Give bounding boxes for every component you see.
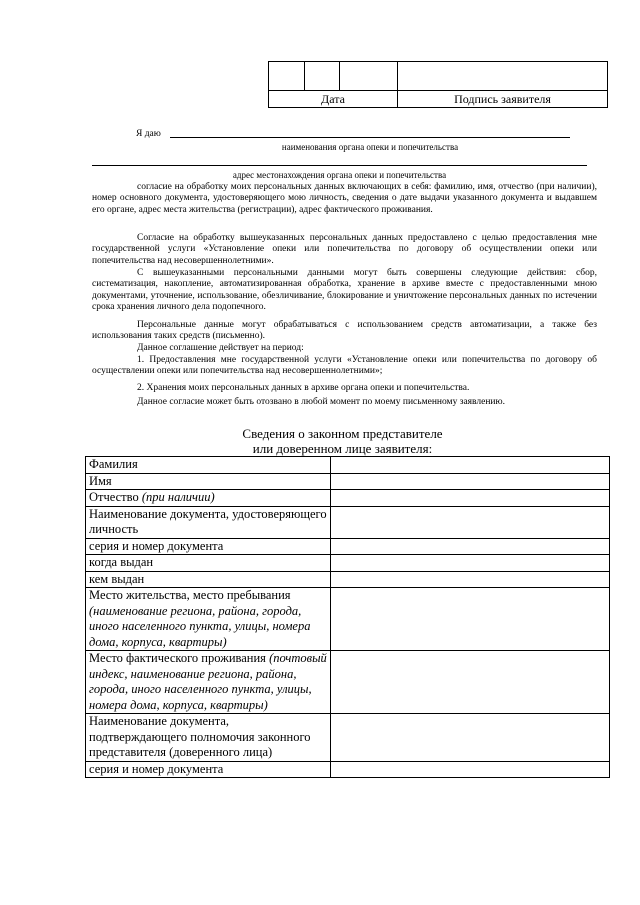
date-year-cell[interactable]: [340, 62, 398, 91]
authority-doc-label: Наименование документа, подтверждающего полномочия законного представителя (доверенного лица): [86, 714, 331, 762]
consent-paragraph-6: 1. Предоставления мне государственной услуги «Установление опеки или попечительства по договору об осуществлении опеки или попечительства над несовершеннолетними»;: [92, 355, 597, 377]
table-row: [86, 506, 610, 538]
patronymic-value[interactable]: [331, 490, 610, 507]
doc-name-value[interactable]: [331, 506, 610, 538]
date-day-cell[interactable]: [269, 62, 305, 91]
consent-paragraph-3: С вышеуказанными персональными данными могут быть совершены следующие действия: сбор, систематизация, накопление, автоматизированная обработка, хранение в архиве вместе с предоставленными мною документами, уточнение, использование, обезличивание, блокирование и уничтожение персональных данных по истечении срока хранения личного дела подопечного.: [92, 268, 597, 312]
signature-date-table: [268, 61, 608, 108]
table-row: [86, 457, 610, 474]
residence-label-cell: [86, 588, 331, 651]
doc-date-value[interactable]: [331, 555, 610, 572]
authority-doc-value[interactable]: [331, 714, 610, 762]
representative-title-line-1: Сведения о законном представителе: [242, 426, 443, 441]
actual-residence-label-cell: [86, 651, 331, 714]
doc-name-label: Наименование документа, удостоверяющего личность: [86, 506, 331, 538]
representative-title-line-2: или доверенном лице заявителя:: [252, 441, 433, 456]
signature-cell[interactable]: [398, 62, 608, 91]
name-label: Имя: [86, 473, 331, 490]
residence-note: (наименование региона, района, города, иного населенного пункта, улицы, номера дома, корпуса, квартиры): [89, 603, 311, 649]
date-label: Дата: [269, 91, 398, 108]
residence-value[interactable]: [331, 588, 610, 651]
representative-table: [85, 456, 610, 778]
consent-paragraph-2: Согласие на обработку вышеуказанных персональных данных предоставлено с целью предоставления мне государственной услуги «Установление опеки или попечительства по договору об осуществлении опеки или попечительства над несовершеннолетними».: [92, 233, 597, 266]
consent-paragraph-4: Персональные данные могут обрабатываться с использованием средств автоматизации, а также без использования таких средств (письменно).: [92, 320, 597, 342]
table-row: [86, 588, 610, 651]
patronymic-label-cell: [86, 490, 331, 507]
consent-paragraph-8: Данное согласие может быть отозвано в любой момент по моему письменному заявлению.: [137, 397, 505, 407]
surname-value[interactable]: [331, 457, 610, 474]
consent-paragraph-1: согласие на обработку моих персональных данных включающих в себя: фамилию, имя, отчество (при наличии), номер основного документа, удостоверяющего мою личность, сведения о дате выдачи указанного документа и выдавшем его органе, адрес места жительства (регистрации), адрес фактического проживания.: [92, 182, 597, 215]
table-row: [86, 714, 610, 762]
patronymic-note: (при наличии): [141, 490, 215, 504]
doc-issuer-value[interactable]: [331, 571, 610, 588]
date-month-cell[interactable]: [305, 62, 340, 91]
table-row: [86, 555, 610, 572]
table-row: [86, 651, 610, 714]
table-row: [86, 490, 610, 507]
doc-date-label: когда выдан: [86, 555, 331, 572]
actual-residence-note: (почтовый индекс, наименование региона, района, города, иного населенного пункта, улицы, номера дома, корпуса, квартиры): [89, 651, 327, 712]
doc-issuer-label: кем выдан: [86, 571, 331, 588]
table-row: [86, 571, 610, 588]
authority-doc-series-label: серия и номер документа: [86, 761, 331, 778]
actual-residence-label: Место фактического проживания: [89, 651, 266, 665]
representative-section-title: [180, 426, 505, 456]
consent-paragraph-5: Данное соглашение действует на период:: [137, 343, 304, 353]
actual-residence-value[interactable]: [331, 651, 610, 714]
table-row: [86, 473, 610, 490]
authority-doc-series-value[interactable]: [331, 761, 610, 778]
residence-label: Место жительства, место пребывания: [89, 588, 291, 602]
i-give-label: Я даю: [136, 129, 161, 139]
table-row: [86, 761, 610, 778]
patronymic-label: Отчество: [89, 490, 139, 504]
doc-series-label: серия и номер документа: [86, 538, 331, 555]
authority-name-line[interactable]: [170, 124, 570, 138]
doc-series-value[interactable]: [331, 538, 610, 555]
consent-paragraph-7: 2. Хранения моих персональных данных в архиве органа опеки и попечительства.: [137, 383, 470, 393]
surname-label: Фамилия: [86, 457, 331, 474]
authority-address-caption: адрес местонахождения органа опеки и попечительства: [232, 170, 447, 180]
signature-label: Подпись заявителя: [398, 91, 608, 108]
authority-address-line[interactable]: [92, 153, 587, 166]
name-value[interactable]: [331, 473, 610, 490]
table-row: [86, 538, 610, 555]
authority-name-caption: наименования органа опеки и попечительства: [281, 142, 459, 152]
